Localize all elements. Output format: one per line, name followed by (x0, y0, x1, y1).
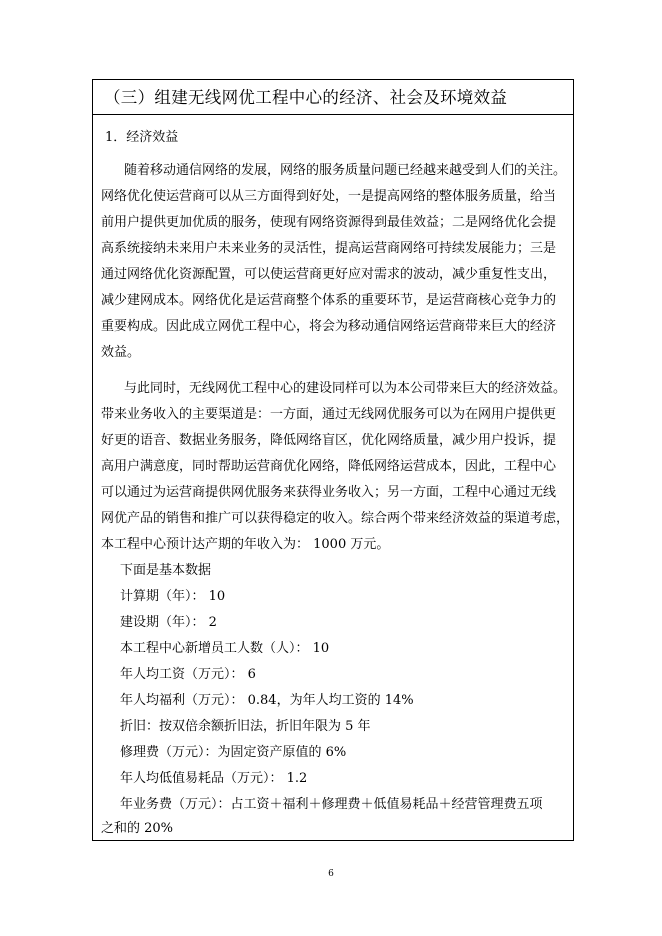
paragraph2-line: 本工程中心预计达产期的年收入为： 1000 万元。 (101, 537, 390, 552)
paragraph2-line: 网优产品的销售和推广可以获得稳定的收入。综合两个带来经济效益的渠道考虑， (101, 511, 570, 526)
basic-data-item-continuation: 之和的 20% (101, 821, 174, 836)
basic-data-item: 年人均工资（万元）： 6 (120, 667, 256, 682)
paragraph1-line: 效益。 (101, 345, 141, 360)
paragraph1-line: 前用户提供更加优质的服务，使现有网络资源得到最佳效益；二是网络优化会提 (101, 215, 557, 230)
basic-data-item: 本工程中心新增员工人数（人）： 10 (120, 641, 330, 656)
paragraph2-line: 好更的语音、数据业务服务，降低网络盲区，优化网络质量，减少用户投诉，提 (101, 433, 557, 448)
paragraph1-line: 随着移动通信网络的发展，网络的服务质量问题已经越来越受到人们的关注。 (124, 163, 567, 178)
subheading-economic-benefits: 1．经济效益 (105, 130, 179, 145)
basic-data-item: 年业务费（万元）：占工资＋福利＋修理费＋低值易耗品＋经营管理费五项 (120, 797, 543, 812)
paragraph2-line: 带来业务收入的主要渠道是：一方面，通过无线网优服务可以为在网用户提供更 (101, 407, 557, 422)
page-number: 6 (328, 869, 334, 879)
basic-data-item: 年人均福利（万元）： 0.84，为年人均工资的 14% (120, 693, 414, 708)
paragraph1-line: 通过网络优化资源配置，可以使运营商更好应对需求的波动，减少重复性支出， (101, 267, 557, 282)
basic-data-item: 修理费（万元）：为固定资产原值的 6% (120, 745, 347, 760)
section-title: （三）组建无线网优工程中心的经济、社会及环境效益 (104, 88, 508, 107)
paragraph2-line: 高用户满意度，同时帮助运营商优化网络，降低网络运营成本，因此，工程中心 (101, 459, 557, 474)
paragraph1-line: 高系统接纳未来用户未来业务的灵活性，提高运营商网络可持续发展能力；三是 (101, 241, 557, 256)
paragraph1-line: 重要构成。因此成立网优工程中心，将会为移动通信网络运营商带来巨大的经济 (101, 319, 557, 334)
basic-data-item: 年人均低值易耗品（万元）： 1.2 (120, 771, 308, 786)
basic-data-item: 折旧：按双倍余额折旧法，折旧年限为 5 年 (120, 719, 371, 734)
paragraph1-line: 减少建网成本。网络优化是运营商整个体系的重要环节，是运营商核心竞争力的 (101, 293, 557, 308)
paragraph1-line: 网络优化使运营商可以从三方面得到好处，一是提高网络的整体服务质量，给当 (101, 189, 557, 204)
title-divider (93, 114, 573, 115)
paragraph2-line: 可以通过为运营商提供网优服务来获得业务收入；另一方面，工程中心通过无线 (101, 485, 557, 500)
basic-data-item: 计算期（年）： 10 (120, 589, 226, 604)
paragraph2-line: 与此同时，无线网优工程中心的建设同样可以为本公司带来巨大的经济效益。 (124, 381, 567, 396)
basic-data-heading: 下面是基本数据 (120, 563, 212, 578)
basic-data-item: 建设期（年）： 2 (120, 615, 217, 630)
